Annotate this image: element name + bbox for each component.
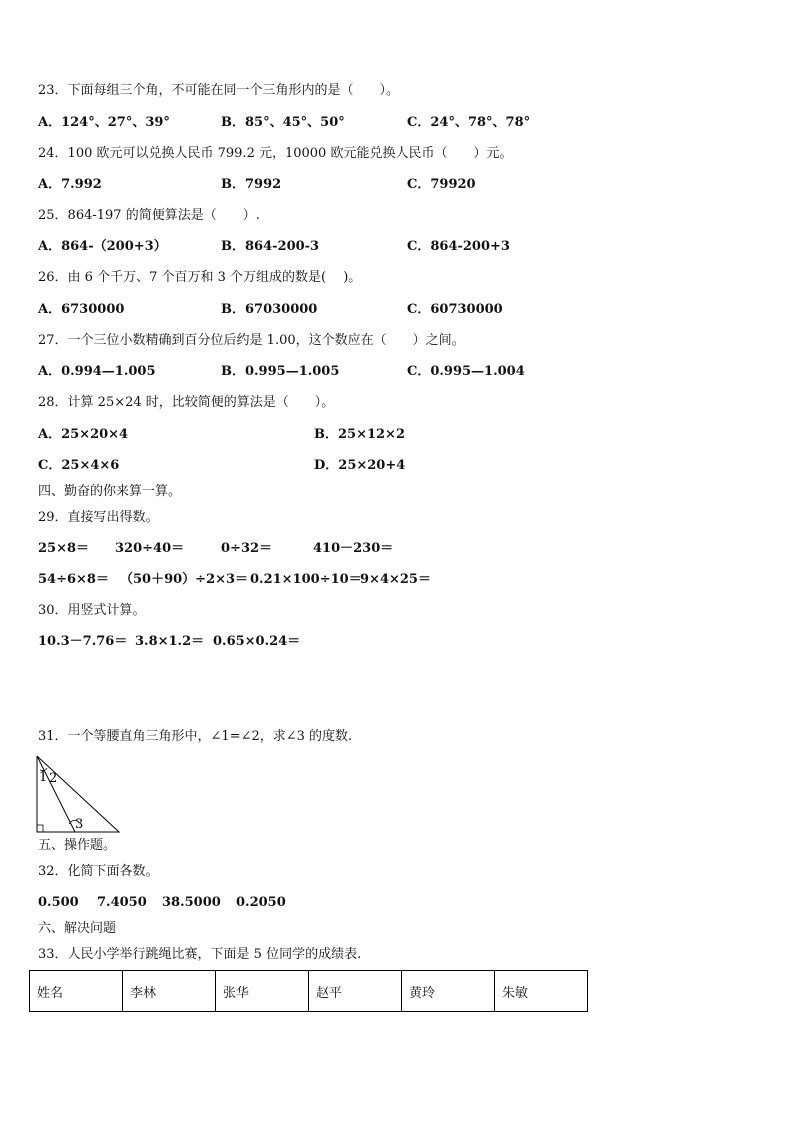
q29-item: 9×4×25＝	[360, 572, 431, 587]
q30-stem: 30．用竖式计算。	[38, 603, 146, 618]
q29-stem: 29．直接写出得数。	[38, 510, 159, 525]
q28-option-d: D．25×20+4	[314, 458, 406, 473]
section4-heading: 四、勤奋的你来算一算。	[38, 484, 182, 499]
q29-item: 25×8＝	[38, 541, 90, 556]
q32-stem: 32．化简下面各数。	[38, 864, 159, 879]
q27-stem: 27．一个三位小数精确到百分位后约是 1.00，这个数应在（ ）之间。	[38, 333, 465, 348]
table-cell: 黄玲	[402, 971, 495, 1012]
q24-option-a: A．7.992	[38, 177, 102, 192]
q29-item: （50＋90）÷2×3＝	[120, 572, 249, 587]
q27-option-c: C．0.995—1.004	[407, 364, 525, 379]
q29-item: 410－230＝	[313, 541, 394, 556]
q25-option-b: B．864-200-3	[221, 239, 320, 254]
table-row	[30, 971, 588, 1012]
q33-stem: 33．人民小学举行跳绳比赛，下面是 5 位同学的成绩表.	[38, 947, 362, 962]
q28-option-b: B．25×12×2	[314, 427, 406, 442]
q32-item: 7.4050	[97, 895, 147, 910]
q26-option-a: A．6730000	[38, 302, 125, 317]
q29-item: 0÷32＝	[221, 541, 273, 556]
q24-option-b: B．7992	[221, 177, 282, 192]
section6-heading: 六、解决问题	[38, 921, 117, 936]
q32-item: 38.5000	[162, 895, 221, 910]
q28-option-a: A．25×20×4	[38, 427, 129, 442]
q30-item: 3.8×1.2＝	[135, 634, 205, 649]
angle-3-label: 3	[75, 817, 84, 832]
q25-option-a: A．864-（200+3）	[38, 239, 167, 254]
q28-option-c: C．25×4×6	[38, 458, 120, 473]
section5-heading: 五、操作题。	[38, 838, 117, 853]
table-cell: 朱敏	[495, 971, 588, 1012]
q32-item: 0.500	[38, 895, 79, 910]
q25-option-c: C．864-200+3	[407, 239, 510, 254]
q31-stem: 31．一个等腰直角三角形中，∠1=∠2，求∠3 的度数.	[38, 729, 353, 744]
scores-table	[29, 970, 588, 1012]
q29-item: 54÷6×8＝	[38, 572, 109, 587]
table-cell: 姓名	[30, 971, 123, 1012]
q24-option-c: C．79920	[407, 177, 476, 192]
q26-option-b: B．67030000	[221, 302, 318, 317]
q23-option-a: A．124°、27°、39°	[38, 115, 170, 130]
q28-stem: 28．计算 25×24 时，比较简便的算法是（ ）。	[38, 395, 335, 410]
table-cell: 赵平	[309, 971, 402, 1012]
q23-stem: 23．下面每组三个角，不可能在同一个三角形内的是（ ）。	[38, 83, 400, 98]
angle-2-label: 2	[49, 771, 58, 786]
table-cell: 李林	[123, 971, 216, 1012]
q25-stem: 25．864-197 的简便算法是（ ）.	[38, 208, 260, 223]
angle-1-label: 1	[39, 770, 48, 785]
right-triangle-diagram	[33, 754, 133, 836]
q26-stem: 26．由 6 个千万、7 个百万和 3 个万组成的数是( )。	[38, 270, 362, 285]
q27-option-b: B．0.995—1.005	[221, 364, 340, 379]
q32-item: 0.2050	[236, 895, 286, 910]
table-cell: 张华	[216, 971, 309, 1012]
q26-option-c: C．60730000	[407, 302, 503, 317]
q23-option-b: B．85°、45°、50°	[221, 115, 345, 130]
q30-item: 0.65×0.24＝	[213, 634, 301, 649]
q23-option-c: C．24°、78°、78°	[407, 115, 531, 130]
q30-item: 10.3－7.76＝	[38, 634, 128, 649]
q29-item: 0.21×100÷10＝	[250, 572, 362, 587]
q29-item: 320÷40＝	[115, 541, 185, 556]
q24-stem: 24．100 欧元可以兑换人民币 799.2 元，10000 欧元能兑换人民币（ ）元。	[38, 146, 513, 161]
q27-option-a: A．0.994—1.005	[38, 364, 156, 379]
